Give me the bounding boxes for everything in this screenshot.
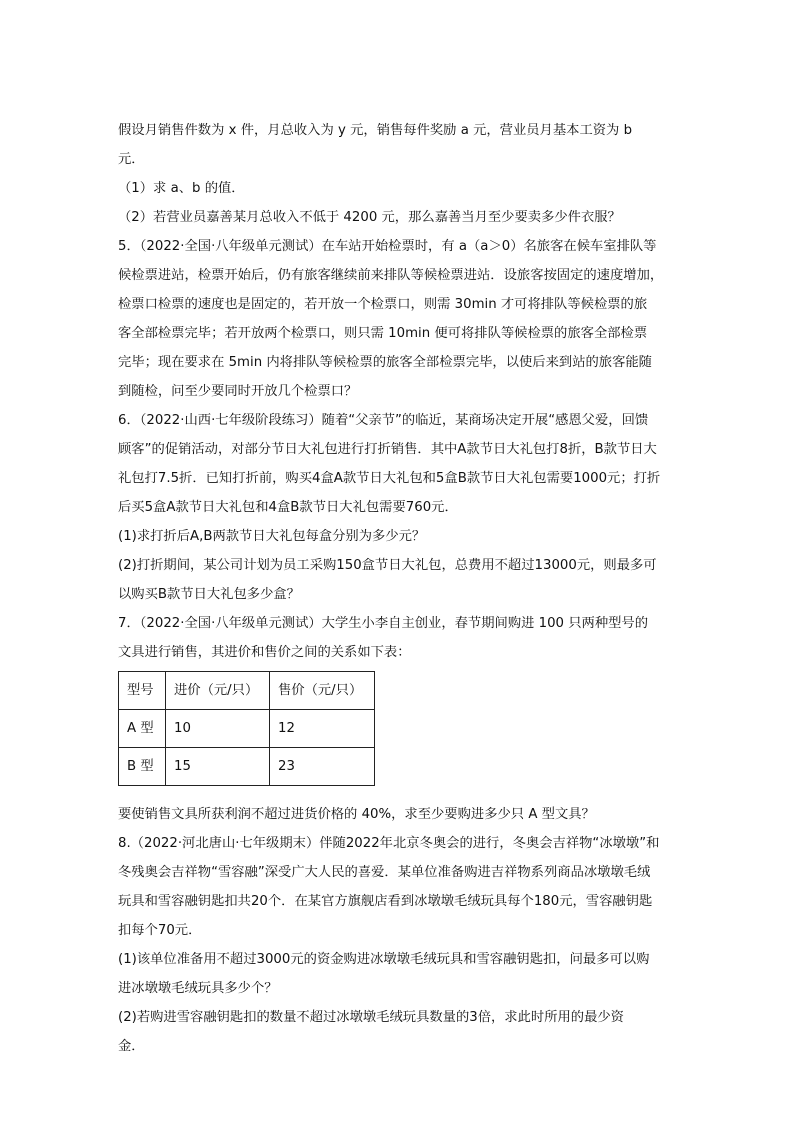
text-line: 6．（2022·山西·七年级阶段练习）随着“父亲节”的临近，某商场决定开展“感恩父爱，回馈 (118, 413, 649, 428)
text-line: （1）求 a、b 的值． (118, 181, 245, 196)
table-row (119, 710, 375, 748)
table-cell: 12 (270, 710, 375, 748)
text-line: 要使销售文具所获利润不超过进货价格的 40%，求至少要购进多少只 A 型文具？ (118, 807, 595, 822)
text-line: 假设月销售件数为 x 件，月总收入为 y 元，销售每件奖励 a 元，营业员月基本工资为 b (118, 123, 633, 138)
text-line: 检票口检票的速度也是固定的，若开放一个检票口，则需 30min 才可将排队等候检票的旅 (118, 297, 648, 312)
text-line: 扣每个70元． (118, 923, 202, 938)
text-line: 5．（2022·全国·八年级单元测试）在车站开始检票时，有 a（a＞0）名旅客在候车室排队等 (118, 239, 657, 254)
text-line: 候检票进站，检票开始后，仍有旅客继续前来排队等候检票进站．设旅客按固定的速度增加， (118, 268, 664, 283)
text-line: 8.（2022·河北唐山·七年级期末）伴随2022年北京冬奥会的进行，冬奥会吉祥物“冰墩墩”和 (118, 836, 660, 851)
text-line: 金． (118, 1039, 145, 1054)
text-line: 冬残奥会吉祥物“雪容融”深受广大人民的喜爱．某单位准备购进吉祥物系列商品冰墩墩毛绒 (118, 865, 651, 880)
text-line: (1)该单位准备用不超过3000元的资金购进冰墩墩毛绒玩具和雪容融钥匙扣，问最多可以购 (118, 952, 650, 967)
table-header-cell: 售价（元/只） (270, 672, 375, 710)
table-cell: A 型 (119, 710, 166, 748)
text-line: 玩具和雪容融钥匙扣共20个．在某官方旗舰店看到冰墩墩毛绒玩具每个180元，雪容融钥匙 (118, 894, 653, 909)
text-line: 进冰墩墩毛绒玩具多少个？ (118, 981, 278, 996)
table-cell: 10 (166, 710, 270, 748)
table-header-cell: 型号 (119, 672, 166, 710)
table-cell: 23 (270, 748, 375, 786)
text-line: 到随检，问至少要同时开放几个检票口？ (118, 384, 358, 399)
text-line: 后买5盒A款节日大礼包和4盒B款节日大礼包需要760元． (118, 500, 458, 515)
text-line: 客全部检票完毕；若开放两个检票口，则只需 10min 便可将排队等候检票的旅客全部检票 (118, 326, 648, 341)
text-line: (2)若购进雪容融钥匙扣的数量不超过冰墩墩毛绒玩具数量的3倍，求此时所用的最少资 (118, 1010, 624, 1025)
text-line: 以购买B款节日大礼包多少盒？ (118, 587, 300, 602)
text-line: 顾客”的促销活动，对部分节日大礼包进行打折销售．其中A款节日大礼包打8折，B款节日大 (118, 442, 657, 457)
text-line: 礼包打7.5折．已知打折前，购买4盒A款节日大礼包和5盒B款节日大礼包需要1000元；打折 (118, 471, 661, 486)
text-line: 完毕；现在要求在 5min 内将排队等候检票的旅客全部检票完毕，以使后来到站的旅客能随 (118, 355, 652, 370)
table-header-row (119, 672, 375, 710)
table-row (119, 748, 375, 786)
document-body (118, 116, 684, 1061)
text-line: 7．（2022·全国·八年级单元测试）大学生小李自主创业，春节期间购进 100 只两种型号的 (118, 616, 649, 631)
text-line: 元． (118, 152, 145, 167)
text-line: 文具进行销售，其进价和售价之间的关系如下表： (118, 645, 411, 660)
table-header-cell: 进价（元/只） (166, 672, 270, 710)
text-line: （2）若营业员嘉善某月总收入不低于 4200 元，那么嘉善当月至少要卖多少件衣服？ (118, 210, 621, 225)
table-cell: B 型 (119, 748, 166, 786)
table-cell: 15 (166, 748, 270, 786)
price-table (118, 671, 375, 786)
text-line: (1)求打折后A,B两款节日大礼包每盒分别为多少元？ (118, 529, 426, 544)
text-line: (2)打折期间，某公司计划为员工采购150盒节日大礼包，总费用不超过13000元，则最多可 (118, 558, 657, 573)
